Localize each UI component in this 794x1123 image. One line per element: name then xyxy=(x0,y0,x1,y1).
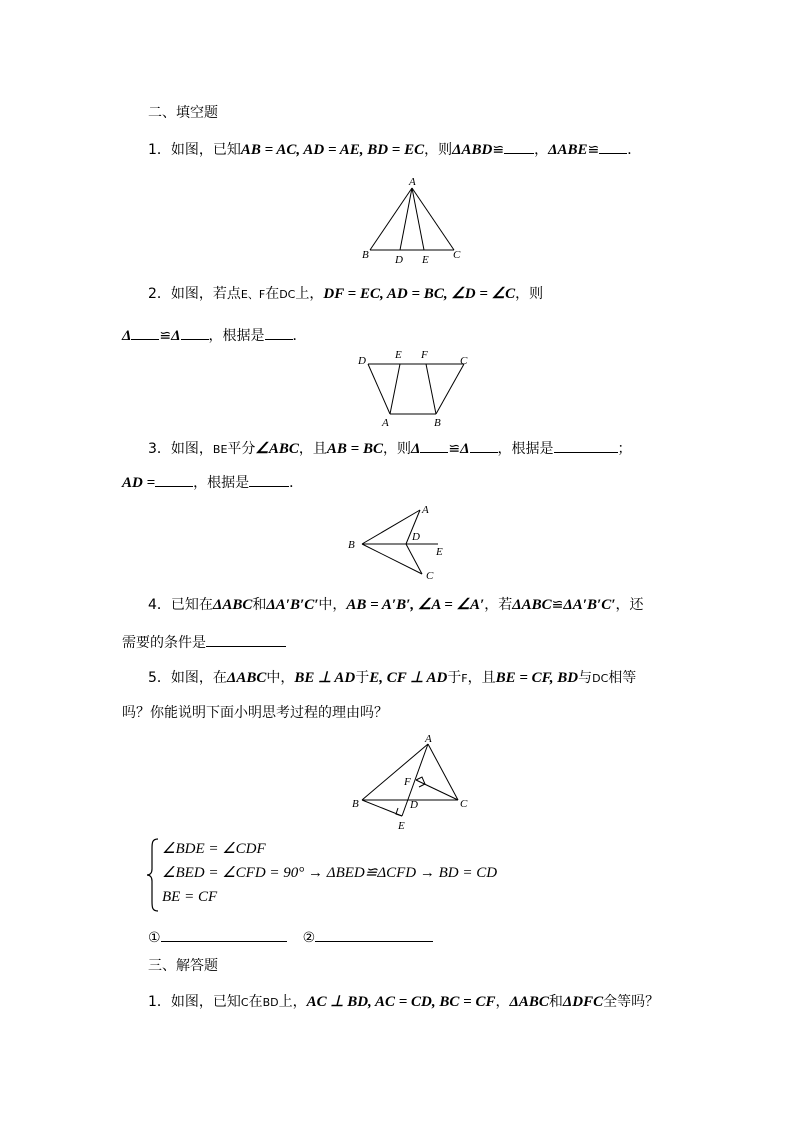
fig5-label-f: F xyxy=(404,776,411,788)
q3-blank-3[interactable] xyxy=(554,438,618,453)
q3-blank-1[interactable] xyxy=(420,438,448,453)
q3-condition: AB = BC xyxy=(326,441,383,457)
q1-blank-2[interactable] xyxy=(599,139,627,154)
question-4-line-2: 需要的条件是 xyxy=(122,632,286,652)
figure-2 xyxy=(354,347,474,429)
fig1-label-d: D xyxy=(395,254,403,266)
fig3-label-d: D xyxy=(412,531,420,543)
q4-condition: AB = A′B′, ∠A = ∠A′ xyxy=(346,597,485,613)
question-3-line-2: AD = ，根据是 ． xyxy=(122,472,303,492)
q1-blank-1[interactable] xyxy=(504,139,534,154)
question-1: 1．如图，已知AB = AC, AD = AE, BD = EC，则ΔABD≌ ，ΔABE≌ ． xyxy=(148,139,641,159)
section-3-question-1: 1．如图，已知C在BD上，AC ⊥ BD, AC = CD, BC = CF，ΔABC和ΔDFC全等吗？ xyxy=(148,994,660,1010)
proof-line-3: BE = CF xyxy=(162,889,218,905)
proof-line-2: ∠BED = ∠CFD = 90° → ΔBED≌ΔCFD → BD = CD xyxy=(162,865,498,881)
section-3-title: 三、解答题 xyxy=(148,958,218,974)
fig5-label-d: D xyxy=(410,799,418,811)
fig2-label-c: C xyxy=(460,355,468,367)
fig5-label-a: A xyxy=(425,733,432,745)
answer-blank-2[interactable] xyxy=(315,927,433,942)
fig1-label-a: A xyxy=(409,176,416,188)
fig2-label-f: F xyxy=(421,349,428,361)
fig3-label-b: B xyxy=(348,539,355,551)
figure-1 xyxy=(356,174,466,266)
q2-blank-1[interactable] xyxy=(131,325,159,340)
q2-blank-3[interactable] xyxy=(265,325,293,340)
fig5-label-c: C xyxy=(460,798,468,810)
q2-condition: DF = EC, AD = BC, ∠D = ∠C xyxy=(323,286,516,302)
question-5: 5．如图，在ΔABC中，BE ⊥ AD于E, CF ⊥ AD于F，且BE = CF, BD与DC相等 xyxy=(148,670,637,686)
q3-blank-5[interactable] xyxy=(249,472,289,487)
q2-blank-2[interactable] xyxy=(181,325,209,340)
fig3-label-c: C xyxy=(426,570,434,582)
figure-3 xyxy=(344,500,454,586)
section-2-title: 二、填空题 xyxy=(148,105,218,121)
question-2-line-2: Δ ≌Δ ，根据是 ． xyxy=(122,325,307,345)
question-2: 2．如图，若点E、F在DC上，DF = EC, AD = BC, ∠D = ∠C，则 xyxy=(148,286,544,302)
q4-blank[interactable] xyxy=(206,632,286,647)
figure-5 xyxy=(346,730,476,834)
fig3-label-e: E xyxy=(436,546,443,558)
answer-blank-1[interactable] xyxy=(161,927,287,942)
fig5-label-b: B xyxy=(352,798,359,810)
fig3-label-a: A xyxy=(422,504,429,516)
fig1-label-b: B xyxy=(362,249,369,261)
question-5-line-2: 吗？你能说明下面小明思考过程的理由吗？ xyxy=(122,705,388,721)
fig2-label-a: A xyxy=(382,417,389,429)
fig2-label-d: D xyxy=(358,355,366,367)
fig2-label-e: E xyxy=(395,349,402,361)
s3q1-condition: AC ⊥ BD, AC = CD, BC = CF xyxy=(306,994,496,1010)
fig1-label-c: C xyxy=(453,249,461,261)
fig1-label-e: E xyxy=(422,254,429,266)
fig2-label-b: B xyxy=(434,417,441,429)
proof-line-1: ∠BDE = ∠CDF xyxy=(162,841,266,857)
answer-blanks: ① ② xyxy=(148,927,433,947)
fig5-label-e: E xyxy=(398,820,405,832)
question-3: 3．如图，BE平分∠ABC，且AB = BC，则Δ ≌Δ ，根据是 ； xyxy=(148,438,632,459)
question-4: 4．已知在ΔABC和ΔA′B′C′中，AB = A′B′, ∠A = ∠A′，若ΔABC≌ΔA′B′C′，还 xyxy=(148,597,644,613)
q1-condition: AB = AC, AD = AE, BD = EC xyxy=(240,142,425,158)
q3-blank-2[interactable] xyxy=(470,438,498,453)
q3-blank-4[interactable] xyxy=(155,472,193,487)
proof-brace xyxy=(146,837,160,913)
